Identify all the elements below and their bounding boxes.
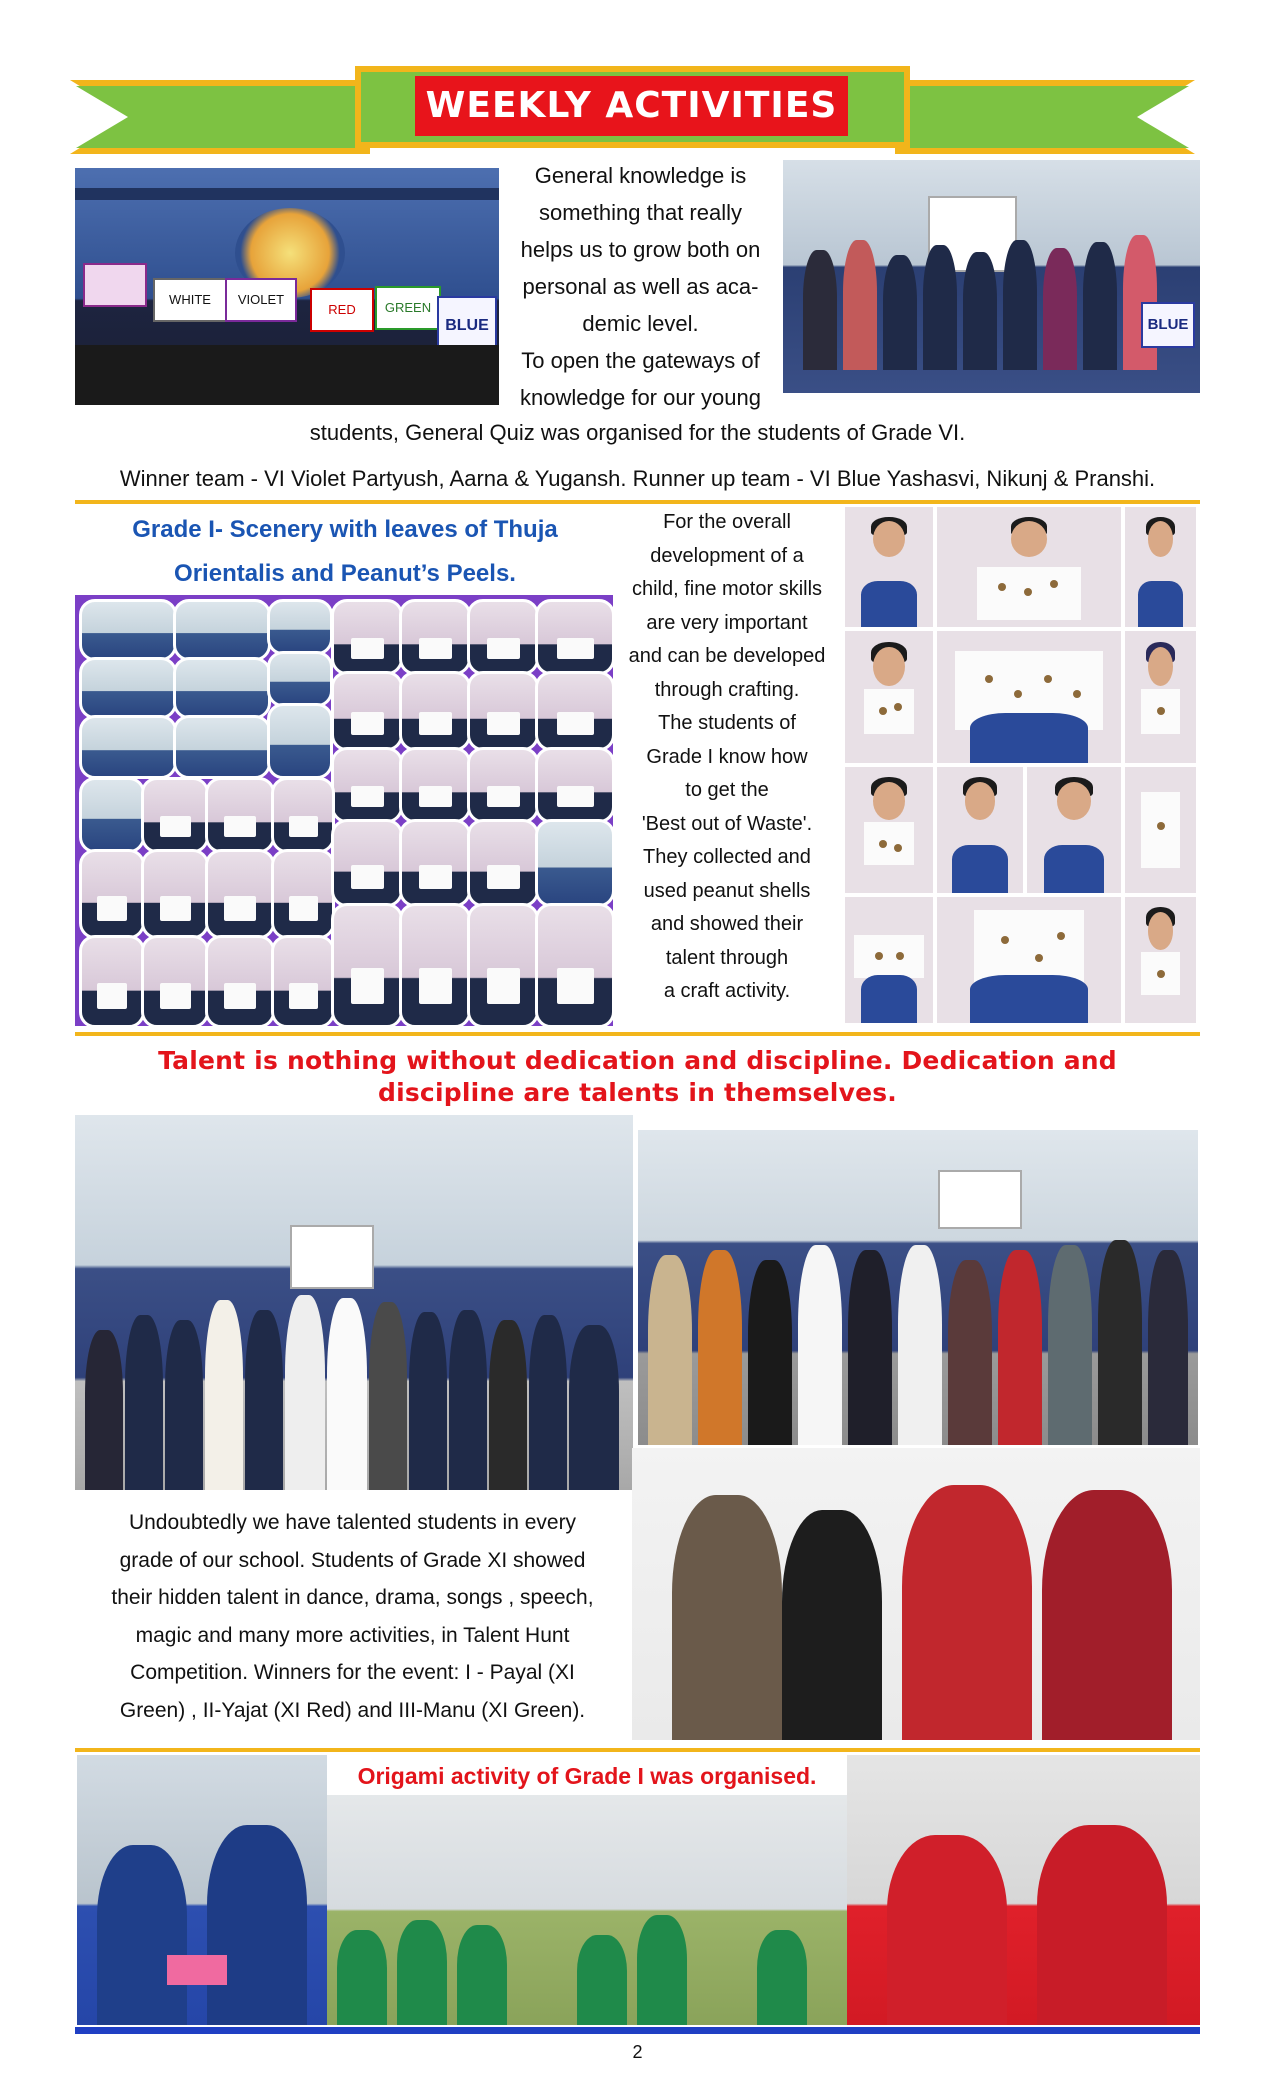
section-divider (75, 1032, 1200, 1036)
craft-line: They collected and (643, 846, 811, 868)
talent-line: grade of our school. Students of Grade XI showed (119, 1548, 586, 1572)
craft-collage (75, 595, 613, 1026)
craft-line: development of a (650, 544, 804, 567)
quiz-line: helps us to grow both on (520, 237, 761, 262)
craft-line: child, fine motor skills (631, 578, 823, 600)
quiz-line: personal as well as aca- (522, 274, 759, 299)
craft-photo-grid (843, 505, 1198, 1025)
origami-caption: Origami activity of Grade I was organised. (357, 1763, 817, 1789)
craft-line: are very important (646, 611, 808, 634)
quiz-line: something that really (539, 200, 742, 225)
quiz-continued: students, General Quiz was organised for the students of Grade VI. (309, 420, 966, 445)
talent-group-photo-left (75, 1115, 633, 1490)
craft-line: and showed their (650, 913, 804, 935)
craft-line: Grade I know how (646, 745, 808, 768)
craft-line: 'Best out of Waste'. (641, 812, 813, 835)
craft-line: and can be developed (628, 645, 826, 667)
talent-quote-line: discipline are talents in themselves. (377, 1078, 898, 1107)
quiz-line: General knowledge is (534, 163, 747, 188)
talent-line: their hidden talent in dance, drama, songs , speech, (111, 1586, 594, 1609)
craft-line: The students of (658, 712, 796, 734)
sign-blue-right: BLUE (1141, 302, 1195, 348)
sign-violet: VIOLET (225, 278, 297, 322)
craft-description (614, 506, 840, 1009)
section-divider (75, 1748, 1200, 1752)
talent-quote-line: Talent is nothing without dedication and discipline. Dedication and (158, 1046, 1117, 1075)
page-number: 2 (632, 2042, 643, 2062)
sign-white: WHITE (153, 278, 227, 322)
origami-photo-left (77, 1755, 327, 2025)
craft-line: to get the (685, 779, 769, 801)
craft-line: talent through (665, 946, 789, 969)
banner-title: WEEKLY ACTIVITIES (425, 85, 838, 126)
weekly-activities-banner (70, 62, 1195, 162)
talent-group-photo-right (638, 1130, 1198, 1445)
footer-rule (75, 2027, 1200, 2034)
sign-green: GREEN (375, 286, 441, 330)
talent-description (75, 1504, 630, 1729)
craft-title (75, 508, 615, 596)
craft-line: used peanut shells (643, 879, 811, 902)
quiz-line: To open the gateways of (521, 348, 760, 373)
origami-photo-middle (327, 1793, 847, 2025)
talent-quote (75, 1045, 1200, 1109)
talent-judges-photo (632, 1448, 1200, 1740)
quiz-photo-left (75, 168, 499, 405)
craft-title-line: Grade I- Scenery with leaves of Thuja (132, 516, 558, 543)
craft-title-line: Orientalis and Peanut’s Peels. (174, 560, 516, 587)
talent-line: Competition. Winners for the event: I - Payal (XI (130, 1661, 575, 1684)
craft-line: through crafting. (654, 678, 800, 701)
craft-line: For the overall (663, 511, 791, 533)
sign-blue: BLUE (437, 296, 497, 356)
craft-line: a craft activity. (663, 980, 791, 1002)
quiz-winners: Winner team - VI Violet Partyush, Aarna & Yugansh. Runner up team - VI Blue Yashasvi, Nikunj & Pranshi. (119, 466, 1156, 491)
origami-photo-right (847, 1755, 1200, 2025)
talent-line: Undoubtedly we have talented students in every (128, 1511, 577, 1534)
quiz-description (503, 157, 778, 416)
quiz-line: demic level. (582, 311, 699, 336)
sign-red: RED (310, 288, 374, 332)
talent-line: magic and many more activities, in Talent Hunt (135, 1623, 570, 1647)
origami-caption-box (327, 1757, 847, 1795)
section-divider (75, 500, 1200, 504)
talent-line: Green) , II-Yajat (XI Red) and III-Manu (XI Green). (119, 1698, 586, 1722)
quiz-line: knowledge for our young (520, 385, 761, 410)
quiz-photo-right (783, 160, 1200, 393)
